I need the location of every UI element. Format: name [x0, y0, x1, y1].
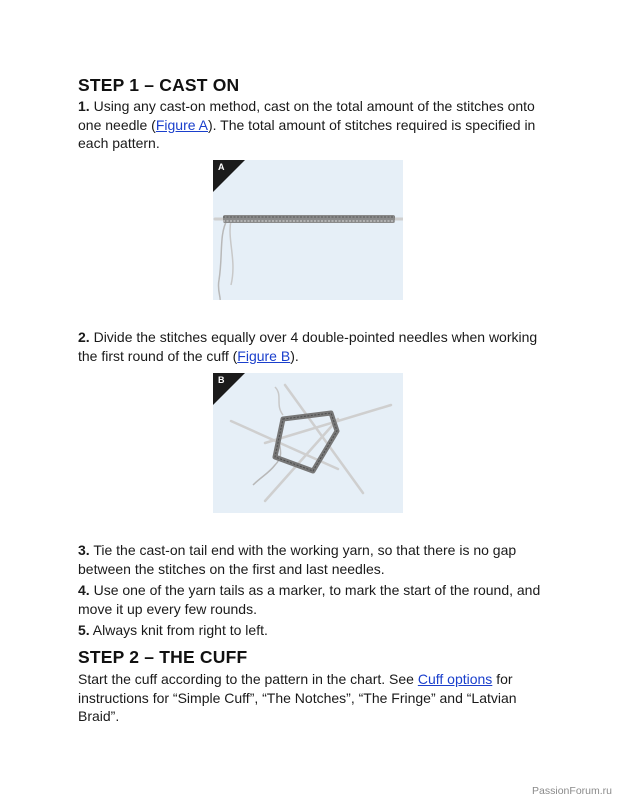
item-1-text-after: ). The total amount of stitches required is specified in each pattern. — [78, 116, 536, 151]
step1-item-1 — [78, 97, 548, 153]
step1-item-4 — [78, 581, 548, 618]
step1-item-3 — [78, 541, 548, 578]
item-1-number: 1. — [78, 98, 90, 114]
step2-heading: STEP 2 – THE CUFF — [78, 647, 248, 667]
item-4-text: Use one of the yarn tails as a marker, to mark the start of the round, and move it up every few rounds. — [78, 582, 541, 617]
item-5-text: Always knit from right to left. — [89, 622, 268, 638]
figure-a — [213, 160, 403, 300]
item-1-text-before: Using any cast-on method, cast on the total amount of the stitches onto one needle ( — [78, 98, 535, 133]
item-5-number: 5. — [78, 622, 90, 638]
figure-a-letter: A — [218, 162, 225, 172]
cast-on-stitches — [223, 215, 395, 223]
step1-item-5 — [78, 621, 548, 640]
item-4-number: 4. — [78, 582, 90, 598]
yarn-tail — [218, 220, 227, 300]
figure-a-link[interactable]: Figure A — [155, 116, 208, 133]
figure-b-link[interactable]: Figure B — [237, 347, 291, 364]
step2-paragraph — [78, 670, 548, 726]
step1-heading: STEP 1 – CAST ON — [78, 75, 240, 95]
item-2-number: 2. — [78, 329, 90, 345]
needle-3 — [285, 385, 363, 493]
item-2-text-before: Divide the stitches equally over 4 double-pointed needles when working the first round of the cuff ( — [78, 329, 538, 364]
stitch-ring — [275, 413, 337, 471]
item-2-text-after: ). — [290, 347, 299, 364]
yarn-tail — [275, 387, 283, 415]
step2-text-before: Start the cuff according to the pattern in the chart. See — [78, 671, 418, 687]
figure-b-letter: B — [218, 375, 225, 385]
step2-text-after: for instructions for “Simple Cuff”, “The Notches”, “The Fringe” and “Latvian Braid”. — [78, 671, 517, 724]
figure-b — [213, 373, 403, 513]
item-3-number: 3. — [78, 542, 90, 558]
step1-item-2 — [78, 328, 548, 365]
watermark: PassionForum.ru — [532, 785, 612, 797]
item-3-text: Tie the cast-on tail end with the working yarn, so that there is no gap between the stitches on the first and last needles. — [78, 542, 517, 577]
cuff-options-link[interactable]: Cuff options — [417, 671, 493, 687]
yarn-tail-2 — [230, 220, 233, 285]
